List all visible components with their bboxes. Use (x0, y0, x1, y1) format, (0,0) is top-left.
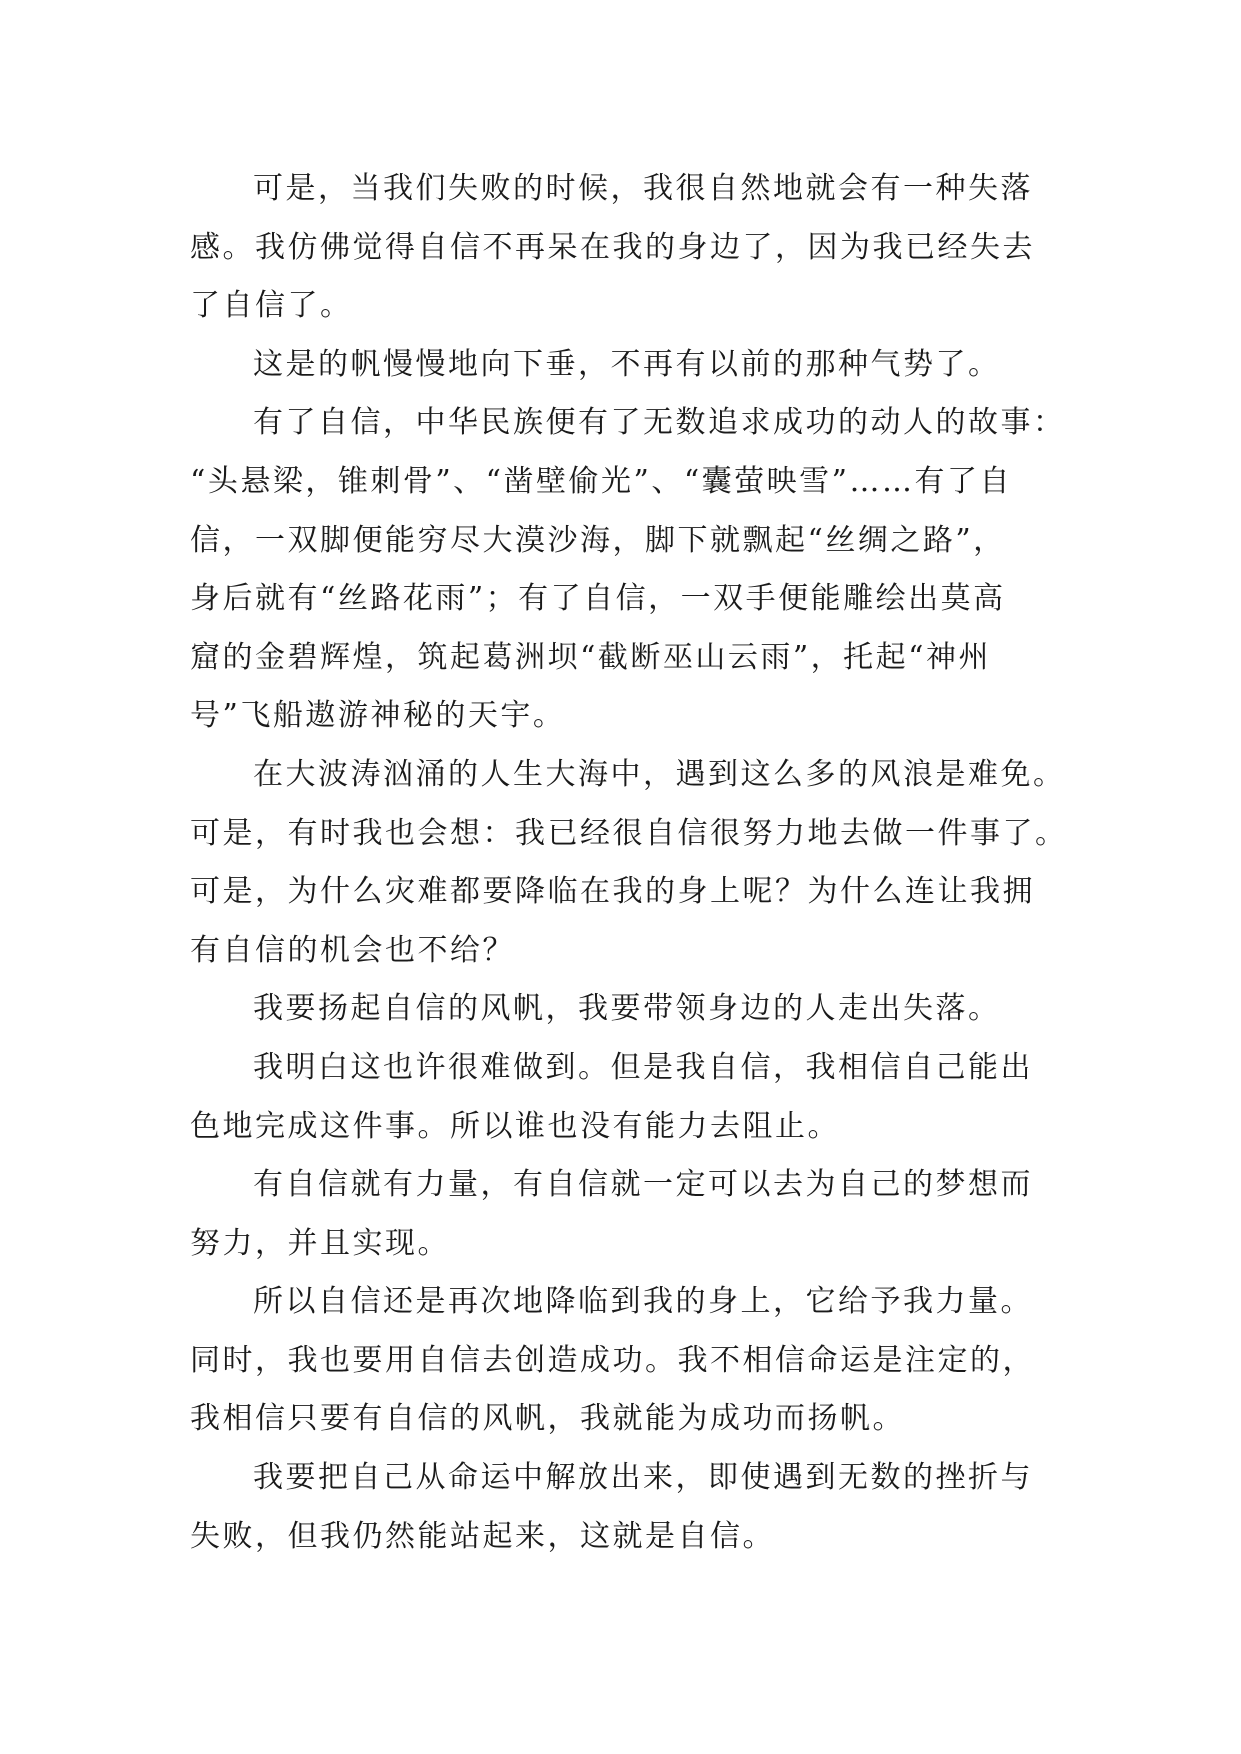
paragraph-1 (190, 160, 1060, 336)
paragraph-line: 有自信就有力量，有自信就一定可以去为自己的梦想而 (253, 1167, 1033, 1203)
paragraph-line: 可是，为什么灾难都要降临在我的身上呢？为什么连让我拥 (190, 874, 1035, 910)
paragraph-5 (190, 980, 1060, 1039)
paragraph-line: 我明白这也许很难做到。但是我自信，我相信自己能出 (253, 1049, 1033, 1085)
paragraph-line: 有自信的机会也不给？ (190, 932, 515, 968)
paragraph-line: 有了自信，中华民族便有了无数追求成功的动人的故事： (253, 405, 1066, 441)
paragraph-line: 了自信了。 (190, 288, 353, 324)
paragraph-3 (190, 394, 1066, 746)
paragraph-line: 号”飞船遨游神秘的天宇。 (190, 698, 566, 734)
paragraph-line: 窟的金碧辉煌，筑起葛洲坝“截断巫山云雨”，托起“神州 (190, 639, 992, 675)
paragraph-line: 身后就有“丝路花雨”；有了自信，一双手便能雕绘出莫高 (190, 581, 1006, 617)
paragraph-line: “头悬梁，锥刺骨”、“凿壁偷光”、“囊萤映雪”……有了自 (190, 463, 1013, 499)
paragraph-line: 努力，并且实现。 (190, 1225, 450, 1261)
paragraph-2 (190, 336, 1060, 395)
paragraph-6 (190, 1039, 1060, 1156)
body-text (190, 160, 1068, 1566)
paragraph-4 (190, 746, 1068, 980)
paragraph-9 (190, 1449, 1060, 1566)
paragraph-7 (190, 1156, 1060, 1273)
paragraph-line: 感。我仿佛觉得自信不再呆在我的身边了，因为我已经失去 (190, 229, 1035, 265)
paragraph-line: 色地完成这件事。所以谁也没有能力去阻止。 (190, 1108, 840, 1144)
paragraph-line: 可是，有时我也会想：我已经很自信很努力地去做一件事了。 (190, 815, 1068, 851)
paragraph-line: 我要把自己从命运中解放出来，即使遇到无数的挫折与 (253, 1460, 1033, 1496)
paragraph-line: 我相信只要有自信的风帆，我就能为成功而扬帆。 (190, 1401, 905, 1437)
paragraph-line: 失败，但我仍然能站起来，这就是自信。 (190, 1518, 775, 1554)
paragraph-line: 在大波涛汹涌的人生大海中，遇到这么多的风浪是难免。 (253, 756, 1066, 792)
paragraph-line: 所以自信还是再次地降临到我的身上，它给予我力量。 (253, 1284, 1033, 1320)
paragraph-line: 同时，我也要用自信去创造成功。我不相信命运是注定的， (190, 1342, 1035, 1378)
paragraph-line: 可是，当我们失败的时候，我很自然地就会有一种失落 (253, 171, 1033, 206)
paragraph-8 (190, 1273, 1060, 1449)
paragraph-line: 我要扬起自信的风帆，我要带领身边的人走出失落。 (253, 991, 1001, 1027)
paragraph-line: 信，一双脚便能穷尽大漠沙海，脚下就飘起“丝绸之路”， (190, 522, 1006, 558)
paragraph-line: 这是的帆慢慢地向下垂，不再有以前的那种气势了。 (253, 346, 1001, 382)
